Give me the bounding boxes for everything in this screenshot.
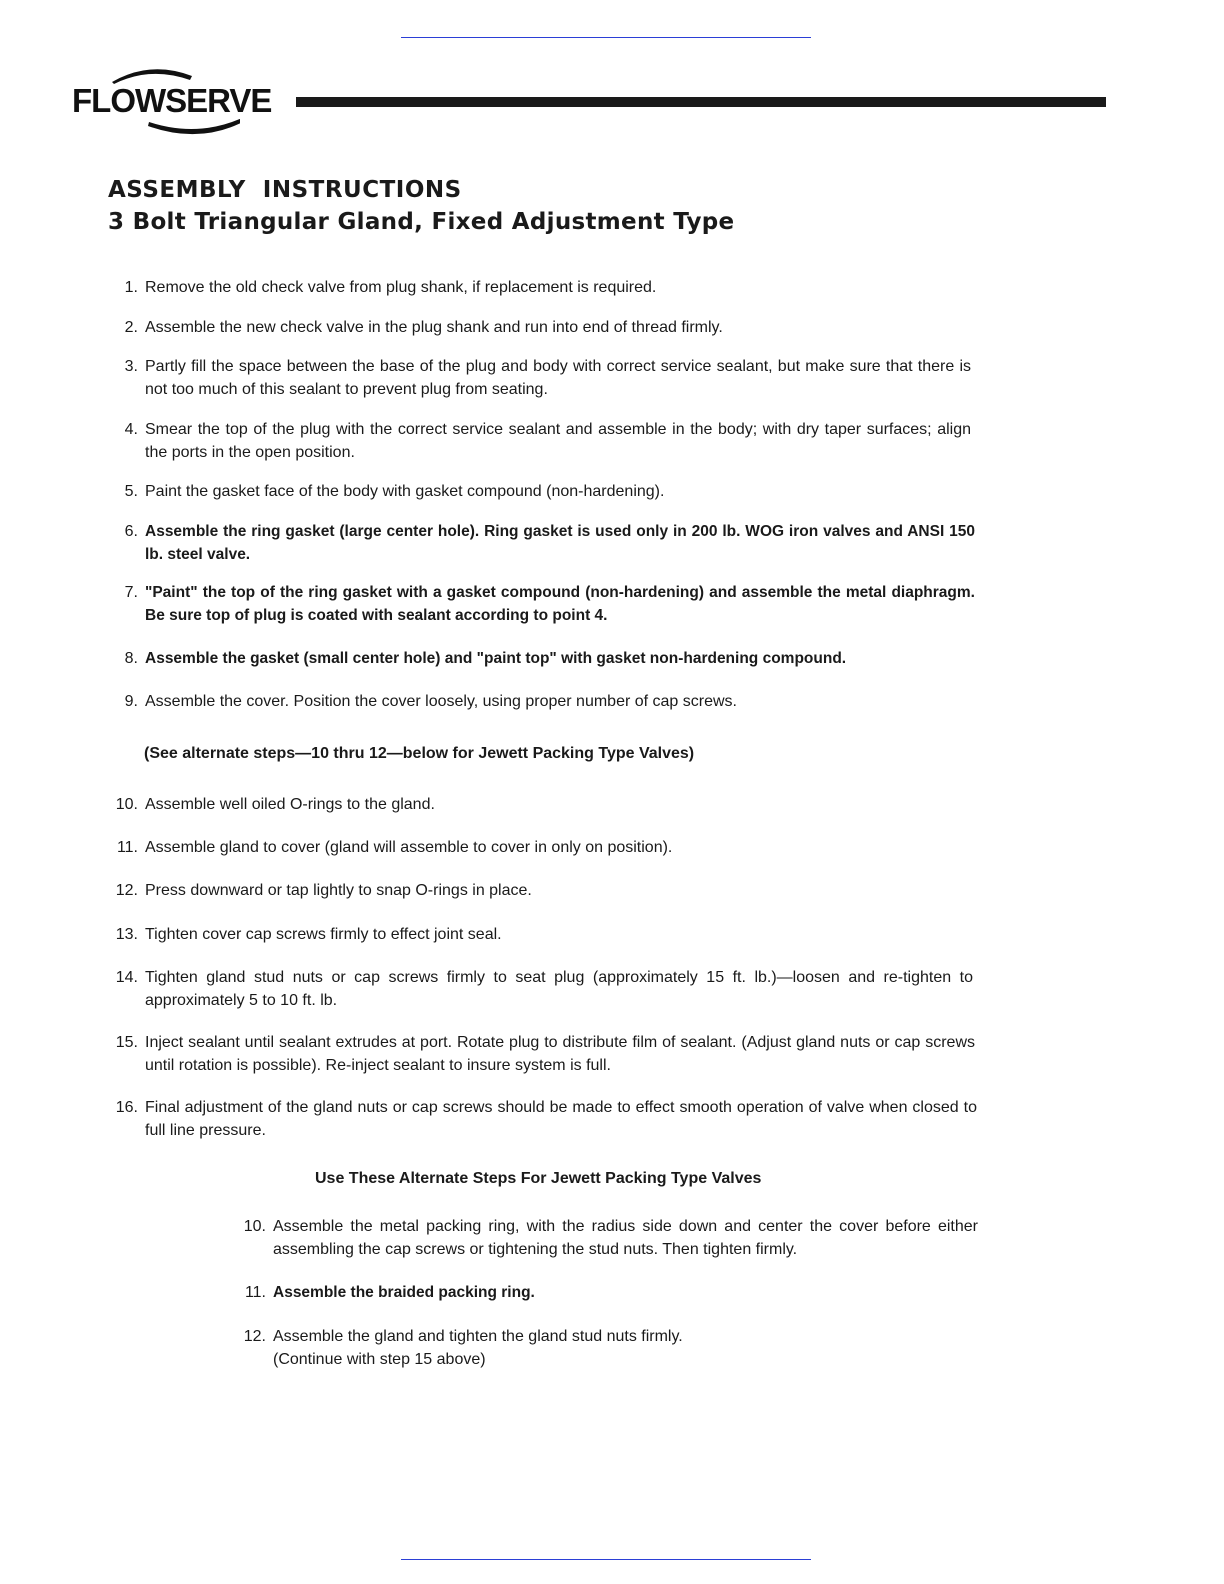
alternate-steps-note: (See alternate steps—10 thru 12—below for Jewett Packing Type Valves) [144,745,695,762]
alternate-steps-heading: Use These Alternate Steps For Jewett Packing Type Valves [315,1170,762,1187]
step-text: Assemble the gland and tighten the gland stud nuts firmly. [273,1328,683,1345]
step-text: Tighten gland stud nuts or cap screws firmly to seat plug (approximately 15 ft. lb.)—loosen and re-tighten to approximately 5 to 10 ft. lb. [145,969,973,1009]
step-text: Assemble the braided packing ring. [273,1284,535,1301]
page-title: ASSEMBLY INSTRUCTIONS [108,177,462,203]
step-text: Remove the old check valve from plug shank, if replacement is required. [145,279,657,296]
step-number: 15. [115,1034,138,1051]
step-number: 7. [124,584,138,601]
page-subtitle: 3 Bolt Triangular Gland, Fixed Adjustment Type [108,209,735,235]
step-text: Tighten cover cap screws firmly to effect joint seal. [145,926,502,943]
step-text: Press downward or tap lightly to snap O-rings in place. [145,882,532,899]
step-number: 14. [115,969,138,986]
step-text: Smear the top of the plug with the correct service sealant and assemble in the body; with dry taper surfaces; align the ports in the open position. [145,421,971,461]
step-number: 13. [115,926,138,943]
step-number: 12. [243,1328,266,1345]
step-number: 11. [116,839,138,856]
step-text: Inject sealant until sealant extrudes at port. Rotate plug to distribute film of sealant. (Adjust gland nuts or cap screws until rotation is possible). Re-inject sealant to insure system is full. [145,1034,975,1074]
step-number: 11. [244,1284,266,1301]
logo-wordmark: FLOWSERVE [72,82,272,119]
step-number: 2. [124,319,138,336]
step-text: Assemble the gasket (small center hole) and "paint top" with gasket non-hardening compound. [145,650,847,667]
step-number: 9. [124,693,138,710]
step-text: Partly fill the space between the base of the plug and body with correct service sealant, but make sure that there is not too much of this sealant to prevent plug from seating. [145,358,971,398]
top-rule [401,37,811,38]
step-continuation: (Continue with step 15 above) [273,1351,486,1368]
step-text: Final adjustment of the gland nuts or cap screws should be made to effect smooth operation of valve when closed to full line pressure. [145,1099,977,1139]
flowserve-logo [72,62,272,142]
step-number: 12. [115,882,138,899]
step-number: 8. [124,650,138,667]
step-text: Assemble the cover. Position the cover loosely, using proper number of cap screws. [145,693,737,710]
step-number: 6. [124,523,138,540]
step-text: "Paint" the top of the ring gasket with a gasket compound (non-hardening) and assemble the metal diaphragm. Be sure top of plug is coated with sealant according to point 4. [145,584,975,624]
step-number: 10. [115,796,138,813]
step-text: Assemble the metal packing ring, with the radius side down and center the cover before either assembling the cap screws or tightening the stud nuts. Then tighten firmly. [273,1218,978,1258]
step-number: 5. [124,483,138,500]
step-number: 16. [115,1099,138,1116]
step-number: 1. [124,279,138,296]
step-number: 4. [124,421,138,438]
step-number: 10. [243,1218,266,1235]
step-text: Assemble the ring gasket (large center hole). Ring gasket is used only in 200 lb. WOG iron valves and ANSI 150 lb. steel valve. [145,523,975,563]
step-number: 3. [124,358,138,375]
bottom-rule [401,1559,811,1560]
step-text: Assemble well oiled O-rings to the gland. [145,796,435,813]
step-text: Assemble the new check valve in the plug shank and run into end of thread firmly. [145,319,723,336]
step-text: Paint the gasket face of the body with gasket compound (non-hardening). [145,483,665,500]
header-bar [296,97,1106,107]
step-text: Assemble gland to cover (gland will assemble to cover in only on position). [145,839,673,856]
